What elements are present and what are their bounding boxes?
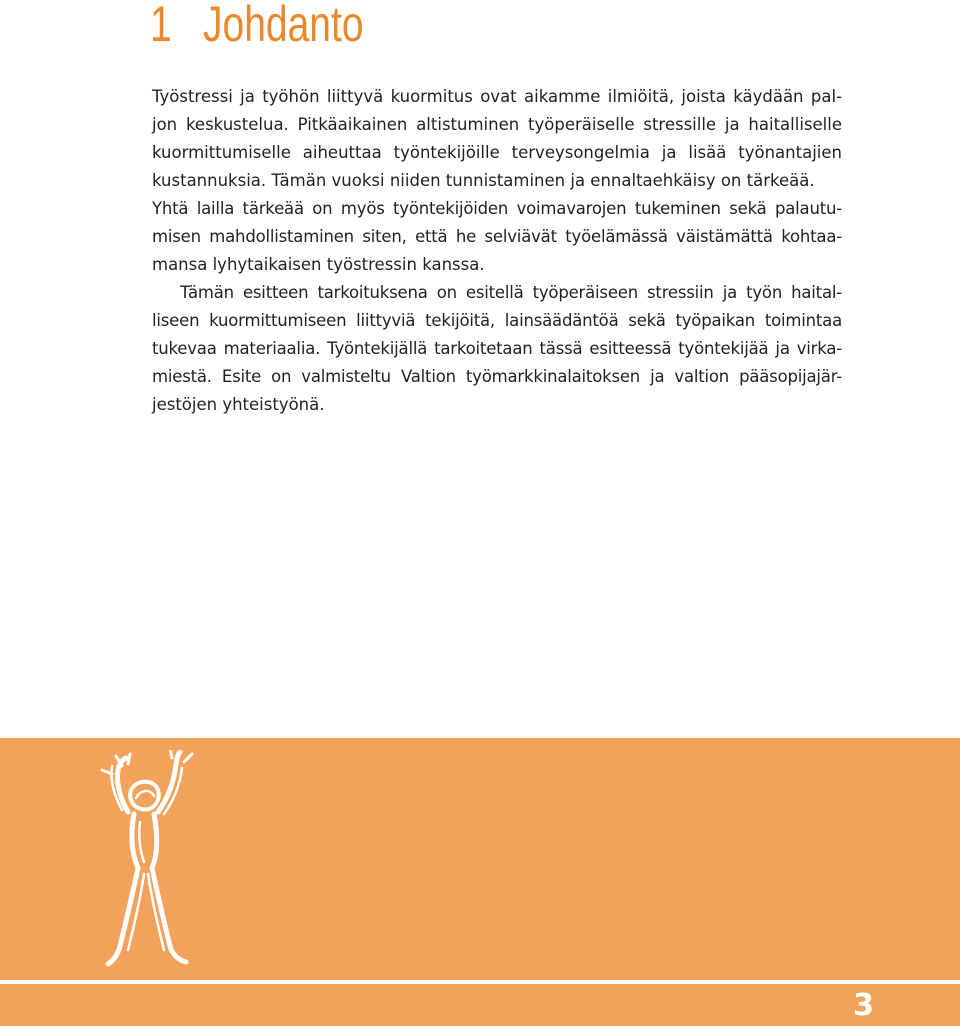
footer-band <box>0 984 960 1026</box>
paragraph-line: liseen kuormittumiseen liittyviä tekijöitä, lainsäädäntöä sekä työpaikan toimintaa <box>152 311 842 330</box>
chapter-number: 1 <box>150 0 172 52</box>
paragraph-line: miestä. Esite on valmisteltu Valtion työmarkkinalaitoksen ja valtion pääsopijajär- <box>152 367 842 386</box>
paragraph-line: Työstressi ja työhön liittyvä kuormitus ovat aikamme ilmiöitä, joista käydään pal- <box>152 87 842 106</box>
chapter-title: Johdanto <box>203 0 364 52</box>
page-number: 3 <box>853 988 874 1023</box>
raised-arms-figure-icon <box>92 750 202 970</box>
paragraph-line: Yhtä lailla tärkeää on myös työntekijöiden voimavarojen tukeminen sekä palautu- <box>152 199 842 218</box>
body-text <box>152 83 842 419</box>
paragraph-line: kustannuksia. Tämän vuoksi niiden tunnistaminen ja ennaltaehkäisy on tärkeää. <box>152 171 815 190</box>
paragraph-line: kuormittumiselle aiheuttaa työntekijöille terveysongelmia ja lisää työnantajien <box>152 143 842 162</box>
chapter-heading <box>150 0 364 54</box>
paragraph-line: Tämän esitteen tarkoituksena on esitellä työperäiseen stressiin ja työn haital- <box>180 283 842 302</box>
paragraph-line: jestöjen yhteistyönä. <box>152 395 325 414</box>
paragraph-line: tukevaa materiaalia. Työntekijällä tarkoitetaan tässä esitteessä työntekijää ja virka- <box>152 339 842 358</box>
paragraph-line: jon keskustelua. Pitkäaikainen altistuminen työperäiselle stressille ja haitalliselle <box>152 115 842 134</box>
paragraph-line: misen mahdollistaminen siten, että he selviävät työelämässä väistämättä kohtaa- <box>152 227 842 246</box>
paragraph-line: mansa lyhytaikaisen työstressin kanssa. <box>152 255 485 274</box>
